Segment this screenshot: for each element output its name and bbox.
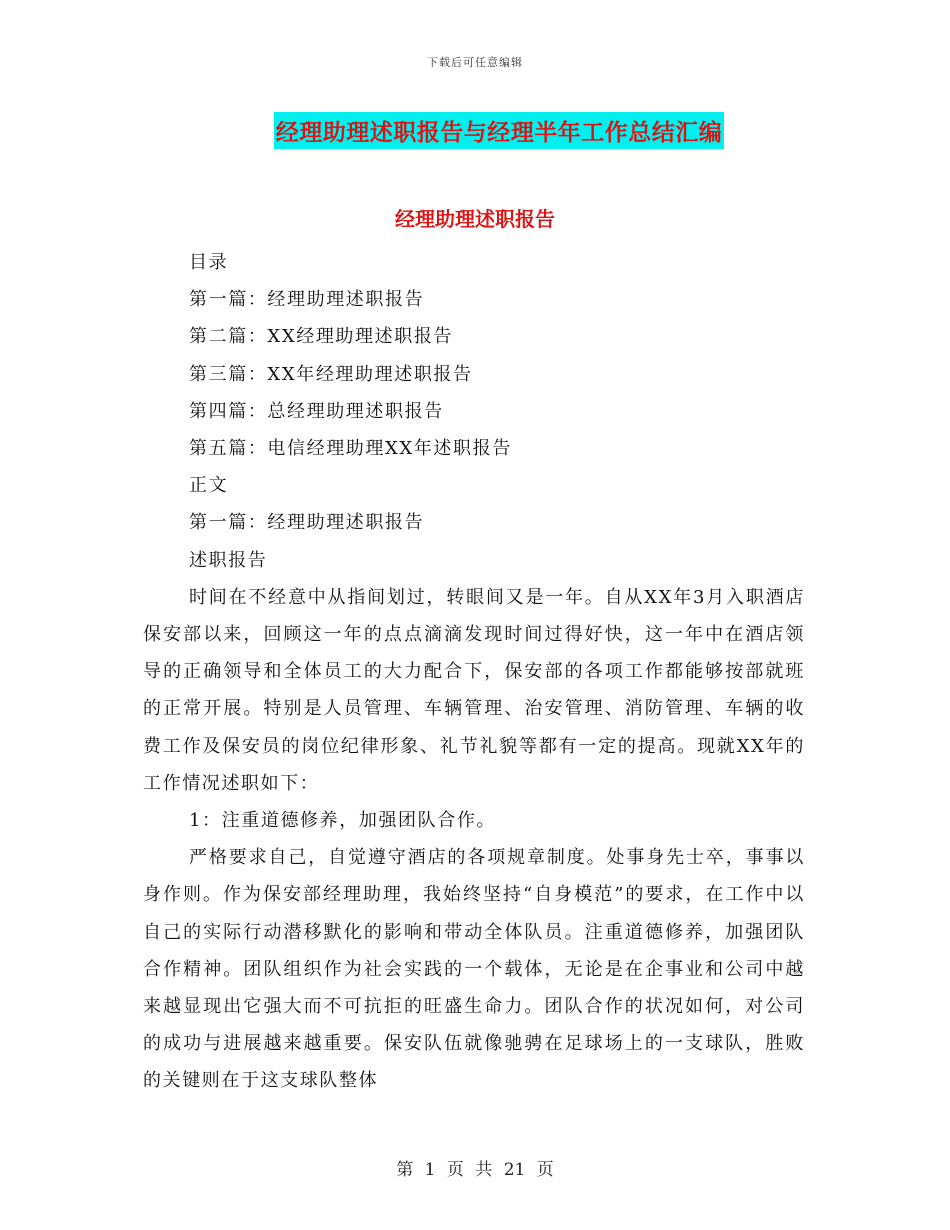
body-heading: 正文	[189, 475, 229, 497]
paragraph: 严格要求自己，自觉遵守酒店的各项规章制度。处事身先士卒，事事以身作则。作为保安部经理助理，我始终坚持“自身模范”的要求，在工作中以自己的实际行动潜移默化的影响和带动全体队员。注重道德修养，加强团队合作精神。团队组织作为社会实践的一个载体，无论是在企事业和公司中越来越显现出它强大而不可抗拒的旺盛生命力。团队合作的状况如何，对公司的成功与进展越来越重要。保安队伍就像驰骋在足球场上的一支球队，胜败的关键则在于这支球队整体	[143, 847, 805, 1092]
main-title-text: 经理助理述职报告与经理半年工作总结汇编	[274, 112, 725, 149]
document-body	[143, 244, 805, 1100]
toc-item: 第三篇：XX年经理助理述职报告	[189, 363, 473, 385]
toc-item: 第一篇：经理助理述职报告	[189, 289, 425, 311]
toc-item: 第二篇：XX经理助理述职报告	[189, 326, 454, 348]
header-note: 下载后可任意编辑	[427, 56, 523, 69]
report-heading: 述职报告	[189, 549, 268, 571]
section-title: 经理助理述职报告	[395, 207, 555, 231]
page-footer: 第 1 页 共 21 页	[396, 1160, 554, 1180]
toc-item: 第五篇：电信经理助理XX年述职报告	[189, 438, 512, 460]
document-main-title	[0, 112, 950, 149]
toc-heading: 目录	[189, 252, 229, 273]
paragraph: 时间在不经意中从指间划过，转眼间又是一年。自从XX年3月入职酒店保安部以来，回顾这一年的点点滴滴发现时间过得好快，这一年中在酒店领导的正确领导和全体员工的大力配合下，保安部的各项工作都能够按部就班的正常开展。特别是人员管理、车辆管理、治安管理、消防管理、车辆的收费工作及保安员的岗位纪律形象、礼节礼貌等都有一定的提高。现就XX年的工作情况述职如下：	[143, 586, 805, 794]
paragraph-heading: 1：注重道德修养，加强团队合作。	[189, 810, 497, 832]
chapter-heading: 第一篇：经理助理述职报告	[189, 512, 425, 534]
toc-item: 第四篇：总经理助理述职报告	[189, 400, 444, 422]
